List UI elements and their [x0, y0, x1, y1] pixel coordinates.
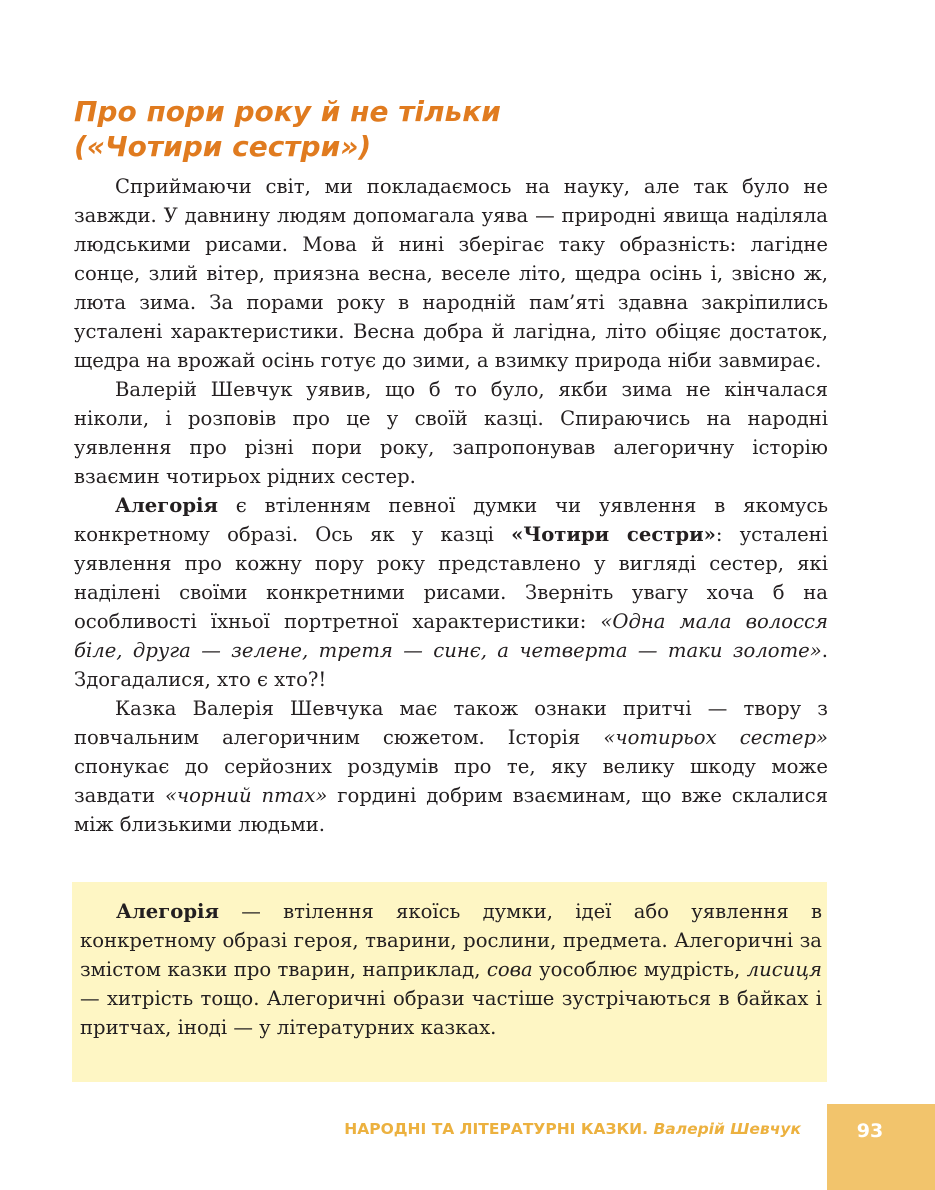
definition-term: Алегорія [116, 900, 219, 923]
paragraph-1: Сприймаючи світ, ми покладаємось на науку, але так було не завжди. У давнину людям допомагала уява — природні явища наділяла людськими рисами. Мова й нині зберігає таку образність: лагідне сонце, злий вітер, приязна весна, веселе літо, щедра осінь і, звісно ж, люта зима. За порами року в народній пам’яті здавна закріпились усталені характеристики. Весна добра й лагідна, літо обіцяє достаток, щедра на врожай осінь готує до зими, а взимку природа ніби завмирає. [74, 175, 828, 372]
paragraph-4 [74, 694, 828, 839]
title-line-2: («Чотири сестри») [74, 130, 372, 163]
definition-text-1: — втілення якоїсь думки, ідеї або уявлення в конкретному образі героя, тварини, рослини, предмета. Алегоричні за змістом казки про тварин, наприклад, [80, 900, 822, 981]
definition-text-2: уособлює мудрість, [532, 958, 747, 981]
definition-box [72, 882, 827, 1082]
black-bird-quote: «чорний птах» [164, 784, 328, 807]
definition-text-3: — хитрість тощо. Алегоричні образи частіше зустрічаються в байках і притчах, іноді — у літературних казках. [80, 987, 822, 1039]
paragraph-4-text-3: гордині добрим взаєминам, що вже склалися між близькими людьми. [74, 784, 828, 836]
portrait-quote: «Одна мала волосся біле, друга — зелене, третя — синє, а четверта — таки золоте» [74, 610, 828, 662]
paragraph-3-text-3: . Здогадалися, хто є хто?! [74, 639, 828, 691]
running-footer [344, 1120, 801, 1138]
page-title [74, 94, 834, 164]
definition-text [80, 897, 822, 1042]
paragraph-4-text-2: спонукає до серйозних роздумів про те, яку велику шкоду може завдати [74, 755, 828, 807]
tale-title: «Чотири сестри» [511, 523, 716, 546]
paragraph-3-text-2: : усталені уявлення про кожну пору року представлено у вигляді сестер, які наділені своїми конкретними рисами. Зверніть увагу хоча б на особливості їхньої портретної характеристики: [74, 523, 829, 633]
title-line-1: Про пори року й не тільки [74, 95, 501, 128]
example-fox: лисиця [746, 958, 822, 981]
paragraph-3 [74, 491, 828, 694]
page-number: 93 [856, 1120, 884, 1142]
main-text [74, 172, 828, 839]
four-sisters-quote: «чотирьох сестер» [603, 726, 828, 749]
term-allegory: Алегорія [115, 494, 218, 517]
page-number-tab [827, 1104, 935, 1190]
footer-author: Валерій Шевчук [653, 1120, 801, 1138]
example-owl: сова [486, 958, 533, 981]
paragraph-2: Валерій Шевчук уявив, що б то було, якби зима не кінчалася ніколи, і розповів про це у своїй казці. Спираючись на народні уявлення про різні пори року, запропонував алегоричну історію взаємин чотирьох рідних сестер. [74, 378, 828, 488]
paragraph-3-text-1: є втіленням певної думки чи уявлення в якомусь конкретному образі. Ось як у казці [74, 494, 828, 546]
paragraph-4-text-1: Казка Валерія Шевчука має також ознаки притчі — твору з повчальним алегоричним сюжетом. Історія [74, 697, 828, 749]
footer-section: НАРОДНІ ТА ЛІТЕРАТУРНІ КАЗКИ. [344, 1120, 649, 1138]
